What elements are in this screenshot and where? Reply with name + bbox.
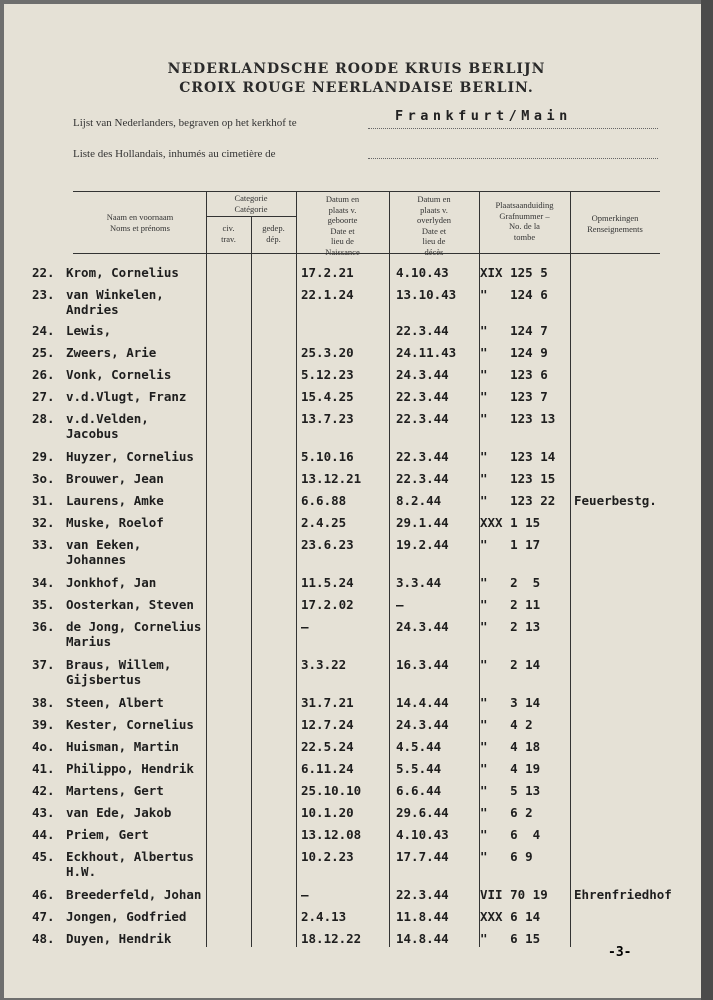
row-name: Kester, Cornelius <box>66 717 194 732</box>
column-rule <box>570 191 571 947</box>
row-name: Huyzer, Cornelius <box>66 449 194 464</box>
dotted-line <box>368 128 658 129</box>
row-number: 3o. <box>32 471 55 486</box>
row-name: Huisman, Martin <box>66 739 179 754</box>
row-name-continued: Johannes <box>66 552 127 567</box>
row-birth-date: 18.12.22 <box>301 931 362 946</box>
row-grave-number: " 123 22 <box>480 493 556 508</box>
row-name: Muske, Roelof <box>66 515 164 530</box>
row-death-date: 24.3.44 <box>396 367 449 382</box>
header-birth: Datum en plaats v. geboorte Date et lieu de Naissance <box>325 194 360 257</box>
row-birth-date: 13.12.08 <box>301 827 362 842</box>
row-name: de Jong, Cornelius <box>66 619 202 634</box>
header-remarks: Opmerkingen Renseignements <box>587 213 643 234</box>
row-name: v.d.Velden, <box>66 411 149 426</box>
row-name: van Winkelen, <box>66 287 164 302</box>
row-grave-number: " 6 4 <box>480 827 541 842</box>
row-name: Steen, Albert <box>66 695 164 710</box>
row-death-date: 22.3.44 <box>396 389 449 404</box>
row-name: Krom, Cornelius <box>66 265 179 280</box>
column-rule <box>389 191 390 947</box>
row-death-date: 22.3.44 <box>396 323 449 338</box>
row-death-date: 3.3.44 <box>396 575 442 590</box>
row-death-date: 5.5.44 <box>396 761 442 776</box>
row-birth-date: 22.5.24 <box>301 739 354 754</box>
row-birth-date: — <box>301 619 309 634</box>
row-number: 26. <box>32 367 55 382</box>
row-number: 43. <box>32 805 55 820</box>
row-birth-date: 17.2.21 <box>301 265 354 280</box>
row-name: Vonk, Cornelis <box>66 367 172 382</box>
header-civ: civ. trav. <box>221 223 236 244</box>
row-death-date: 22.3.44 <box>396 449 449 464</box>
row-number: 22. <box>32 265 55 280</box>
page-number: -3- <box>608 945 632 960</box>
row-number: 48. <box>32 931 55 946</box>
row-name: Brouwer, Jean <box>66 471 164 486</box>
row-number: 44. <box>32 827 55 842</box>
row-number: 36. <box>32 619 55 634</box>
row-birth-date: 17.2.02 <box>301 597 354 612</box>
row-birth-date: 6.11.24 <box>301 761 354 776</box>
row-name: Jongen, Godfried <box>66 909 187 924</box>
row-birth-date: 3.3.22 <box>301 657 347 672</box>
row-number: 31. <box>32 493 55 508</box>
row-grave-number: " 3 14 <box>480 695 541 710</box>
row-number: 4o. <box>32 739 55 754</box>
row-grave-number: " 4 18 <box>480 739 541 754</box>
row-death-date: 17.7.44 <box>396 849 449 864</box>
title-dutch: NEDERLANDSCHE ROODE KRUIS BERLIJN <box>167 61 546 77</box>
row-number: 32. <box>32 515 55 530</box>
header-category: Categorie Catégorie <box>234 193 268 214</box>
row-death-date: 22.3.44 <box>396 887 449 902</box>
row-name: Philippo, Hendrik <box>66 761 194 776</box>
row-name-continued: Gijsbertus <box>66 672 142 687</box>
row-birth-date: 23.6.23 <box>301 537 354 552</box>
row-name: Braus, Willem, <box>66 657 172 672</box>
row-death-date: 4.10.43 <box>396 827 449 842</box>
column-rule <box>251 216 252 947</box>
row-name: van Ede, Jakob <box>66 805 172 820</box>
row-death-date: 6.6.44 <box>396 783 442 798</box>
row-grave-number: " 123 7 <box>480 389 548 404</box>
row-grave-number: " 5 13 <box>480 783 541 798</box>
row-name: Martens, Gert <box>66 783 164 798</box>
row-name: Jonkhof, Jan <box>66 575 157 590</box>
row-number: 25. <box>32 345 55 360</box>
row-death-date: 24.11.43 <box>396 345 457 360</box>
row-birth-date: 10.1.20 <box>301 805 354 820</box>
row-death-date: 16.3.44 <box>396 657 449 672</box>
row-death-date: 11.8.44 <box>396 909 449 924</box>
row-number: 28. <box>32 411 55 426</box>
row-death-date: 19.2.44 <box>396 537 449 552</box>
row-grave-number: VII 70 19 <box>480 887 548 902</box>
row-death-date: 24.3.44 <box>396 619 449 634</box>
row-name: Breederfeld, Johan <box>66 887 202 902</box>
row-number: 27. <box>32 389 55 404</box>
title-french: CROIX ROUGE NEERLANDAISE BERLIN. <box>179 80 534 96</box>
row-death-date: 29.1.44 <box>396 515 449 530</box>
row-death-date: 13.10.43 <box>396 287 457 302</box>
row-number: 23. <box>32 287 55 302</box>
row-number: 29. <box>32 449 55 464</box>
row-number: 42. <box>32 783 55 798</box>
row-birth-date: 6.6.88 <box>301 493 347 508</box>
row-number: 47. <box>32 909 55 924</box>
row-grave-number: " 2 13 <box>480 619 541 634</box>
row-grave-number: " 2 5 <box>480 575 541 590</box>
row-grave-number: " 123 14 <box>480 449 556 464</box>
row-grave-number: " 123 6 <box>480 367 548 382</box>
dotted-line <box>368 158 658 159</box>
row-remark: Ehrenfriedhof <box>574 887 672 902</box>
row-number: 35. <box>32 597 55 612</box>
row-birth-date: 25.3.20 <box>301 345 354 360</box>
row-birth-date: 25.10.10 <box>301 783 362 798</box>
header-death: Datum en plaats v. overlyden Date et lieu de décès <box>417 194 451 257</box>
row-death-date: 4.5.44 <box>396 739 442 754</box>
row-death-date: 14.4.44 <box>396 695 449 710</box>
row-name: Laurens, Amke <box>66 493 164 508</box>
table-top-rule <box>73 191 660 192</box>
row-birth-date: 31.7.21 <box>301 695 354 710</box>
row-name: Eckhout, Albertus <box>66 849 194 864</box>
header-gedep: gedep. dép. <box>262 223 285 244</box>
row-death-date: 24.3.44 <box>396 717 449 732</box>
row-grave-number: " 123 15 <box>480 471 556 486</box>
row-name: Duyen, Hendrik <box>66 931 172 946</box>
row-number: 45. <box>32 849 55 864</box>
row-death-date: 14.8.44 <box>396 931 449 946</box>
row-birth-date: 22.1.24 <box>301 287 354 302</box>
row-grave-number: " 6 9 <box>480 849 533 864</box>
row-number: 38. <box>32 695 55 710</box>
row-birth-date: 15.4.25 <box>301 389 354 404</box>
row-birth-date: 2.4.13 <box>301 909 347 924</box>
header-name: Naam en voornaam Noms et prénoms <box>106 212 174 233</box>
row-number: 46. <box>32 887 55 902</box>
row-grave-number: " 124 9 <box>480 345 548 360</box>
row-name: Priem, Gert <box>66 827 149 842</box>
row-name: v.d.Vlugt, Franz <box>66 389 187 404</box>
row-grave-number: XXX 1 15 <box>480 515 541 530</box>
list-label-french: Liste des Hollandais, inhumés au cimetière de <box>73 148 276 160</box>
row-grave-number: XIX 125 5 <box>480 265 548 280</box>
row-grave-number: " 2 11 <box>480 597 541 612</box>
column-rule <box>296 191 297 947</box>
list-label-dutch: Lijst van Nederlanders, begraven op het kerkhof te <box>73 117 297 129</box>
row-grave-number: " 2 14 <box>480 657 541 672</box>
row-birth-date: 5.12.23 <box>301 367 354 382</box>
row-number: 37. <box>32 657 55 672</box>
row-grave-number: XXX 6 14 <box>480 909 541 924</box>
scan-edge <box>701 0 713 1000</box>
row-number: 39. <box>32 717 55 732</box>
row-name-continued: Andries <box>66 302 119 317</box>
row-name-continued: H.W. <box>66 864 97 879</box>
row-birth-date: 13.12.21 <box>301 471 362 486</box>
row-name: van Eeken, <box>66 537 142 552</box>
row-number: 41. <box>32 761 55 776</box>
row-remark: Feuerbestg. <box>574 493 657 508</box>
row-death-date: 22.3.44 <box>396 411 449 426</box>
row-birth-date: 11.5.24 <box>301 575 354 590</box>
row-death-date: 29.6.44 <box>396 805 449 820</box>
row-death-date: 8.2.44 <box>396 493 442 508</box>
cemetery-place: Frankfurt/Main <box>395 108 572 124</box>
row-birth-date: 12.7.24 <box>301 717 354 732</box>
row-number: 33. <box>32 537 55 552</box>
row-name: Zweers, Arie <box>66 345 157 360</box>
row-grave-number: " 1 17 <box>480 537 541 552</box>
row-grave-number: " 6 2 <box>480 805 533 820</box>
row-death-date: 22.3.44 <box>396 471 449 486</box>
row-birth-date: — <box>301 887 309 902</box>
row-birth-date: 13.7.23 <box>301 411 354 426</box>
row-number: 24. <box>32 323 55 338</box>
row-birth-date: 10.2.23 <box>301 849 354 864</box>
row-death-date: 4.10.43 <box>396 265 449 280</box>
row-grave-number: " 124 6 <box>480 287 548 302</box>
row-death-date: — <box>396 597 404 612</box>
row-number: 34. <box>32 575 55 590</box>
row-grave-number: " 4 2 <box>480 717 533 732</box>
header-grave: Plaatsaanduiding Grafnummer – No. de la tombe <box>495 200 554 242</box>
row-name: Oosterkan, Steven <box>66 597 194 612</box>
row-grave-number: " 6 15 <box>480 931 541 946</box>
row-name: Lewis, <box>66 323 112 338</box>
row-birth-date: 5.10.16 <box>301 449 354 464</box>
row-grave-number: " 124 7 <box>480 323 548 338</box>
row-grave-number: " 123 13 <box>480 411 556 426</box>
column-rule <box>206 191 207 947</box>
row-birth-date: 2.4.25 <box>301 515 347 530</box>
row-name-continued: Jacobus <box>66 426 119 441</box>
row-name-continued: Marius <box>66 634 112 649</box>
row-grave-number: " 4 19 <box>480 761 541 776</box>
